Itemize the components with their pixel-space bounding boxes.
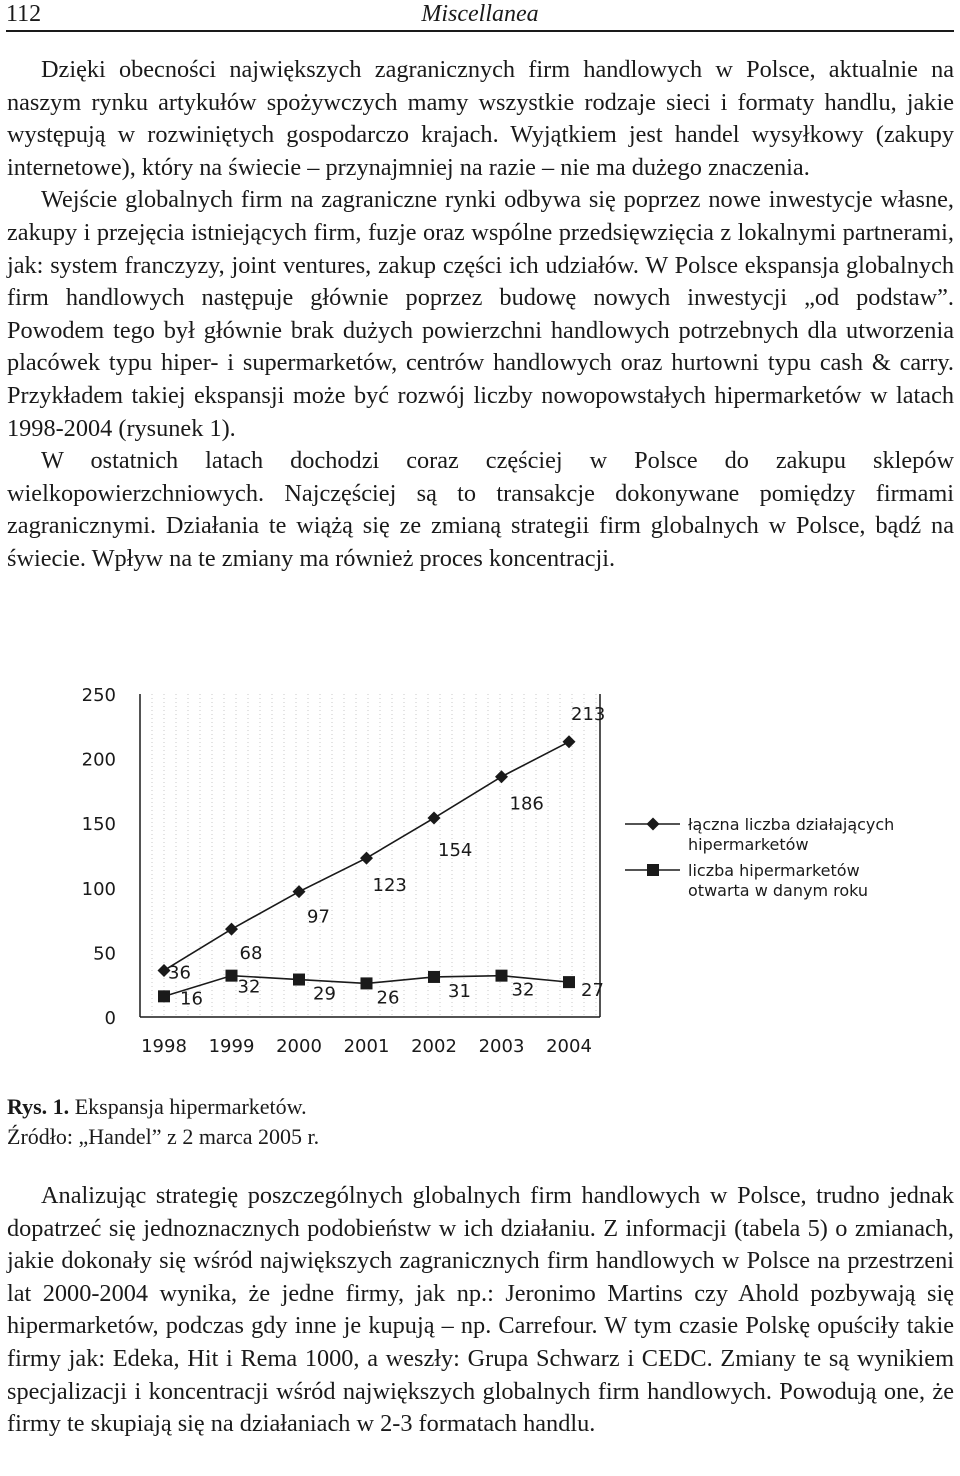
data-point-square [361, 977, 373, 989]
data-point-diamond [428, 812, 441, 825]
legend-label: otwarta w danym roku [688, 881, 869, 900]
data-point-square [158, 990, 170, 1002]
running-head: Miscellanea [421, 1, 539, 27]
x-tick-label: 1998 [141, 1036, 187, 1057]
legend-label: liczba hipermarketów [688, 861, 860, 880]
data-label: 123 [372, 875, 407, 897]
y-tick-label: 200 [81, 749, 116, 771]
data-point-diamond [495, 770, 508, 783]
figure-title: Ekspansja hipermarketów. [74, 1094, 307, 1119]
body-text-top [7, 54, 954, 576]
legend-marker-square [647, 864, 659, 876]
data-point-diamond [293, 885, 306, 898]
data-label: 27 [581, 980, 604, 1002]
data-point-diamond [360, 852, 373, 865]
y-tick-label: 50 [93, 943, 116, 965]
data-point-square [563, 976, 575, 988]
body-text-bottom [7, 1180, 954, 1441]
data-label: 29 [313, 983, 336, 1005]
data-label: 32 [237, 976, 261, 998]
data-label: 26 [376, 987, 400, 1009]
x-tick-label: 1999 [208, 1036, 255, 1057]
x-tick-labels [141, 1036, 592, 1057]
legend-label: łączna liczba działających [688, 815, 895, 834]
data-label: 213 [571, 703, 606, 725]
figure-source: Źródło: „Handel” z 2 marca 2005 r. [7, 1124, 320, 1149]
x-tick-label: 2004 [546, 1036, 592, 1057]
paragraph: W ostatnich latach dochodzi coraz częściej w Polsce do zakupu sklepów wielkopowierzchniowych. Najczęściej są to transakcje dokonywane pomiędzy firmami zagranicznymi. Działania te wiążą się ze zmianą strategii firm globalnych w Polsce, bądź na świecie. Wpływ na te zmiany ma również proces koncentracji. [7, 447, 954, 572]
legend-label: hipermarketów [688, 835, 809, 854]
paragraph: Analizując strategię poszczególnych globalnych firm handlowych w Polsce, trudno jednak dopatrzeć się jednoznacznych podobieństw w ich działaniu. Z informacji (tabela 5) o zmianach, jakie dokonały się wśród największych zagranicznych firm handlowych w Polsce na przestrzeni lat 2000-2004 wynika, że jedne firmy, jak np.: Jeronimo Martins czy Ahold pozbywają się hipermarketów, podczas gdy inne je kupują – np. Carrefour. W tym czasie Polskę opuściły takie firmy jak: Edeka, Hit i Rema 1000, a weszły: Grupa Schwarz i CEDC. Zmiany te są wynikiem specjalizacji i koncentracji wśród największych globalnych firm handlowych. Powodują one, że firmy te skupiają się na działaniach w 2-3 formatach handlu. [7, 1182, 954, 1438]
data-label: 16 [180, 988, 203, 1010]
x-tick-label: 2001 [343, 1036, 390, 1057]
data-point-diamond [225, 923, 238, 936]
y-tick-label: 0 [104, 1008, 116, 1029]
data-label: 32 [511, 979, 535, 1001]
x-tick-label: 2003 [478, 1036, 525, 1057]
series-layer [158, 704, 606, 1010]
figure-label: Rys. 1. [7, 1094, 70, 1119]
data-label: 186 [509, 793, 544, 815]
page-header [6, 0, 954, 32]
hypermarket-chart [60, 672, 920, 1072]
y-tick-labels [82, 685, 116, 1029]
data-label: 68 [239, 943, 263, 965]
legend-marker-diamond [647, 818, 660, 831]
data-point-square [226, 970, 238, 982]
chart-legend [625, 815, 894, 900]
chart-canvas [60, 672, 920, 1072]
data-label: 36 [168, 962, 191, 984]
y-tick-label: 250 [81, 685, 116, 706]
paragraph: Dzięki obecności największych zagranicznych firm handlowych w Polsce, aktualnie na naszym rynku artykułów spożywczych mamy wszystkie rodzaje sieci i formaty handlu, jakie występują w rozwiniętych gospodarczo krajach. Wyjątkiem jest handel wysyłkowy (zakupy internetowe), który na świecie – przynajmniej na razie – nie ma dużego znaczenia. [7, 56, 954, 181]
data-point-square [428, 971, 440, 983]
x-tick-label: 2002 [411, 1036, 457, 1057]
x-tick-label: 2000 [276, 1036, 322, 1057]
data-label: 97 [307, 906, 330, 928]
data-point-square [293, 974, 305, 986]
data-point-square [496, 970, 508, 982]
data-label: 31 [448, 980, 471, 1002]
data-label: 154 [438, 840, 473, 862]
grid-lines [152, 694, 596, 1017]
figure-caption [7, 1092, 319, 1152]
y-tick-label: 150 [81, 814, 116, 836]
paragraph: Wejście globalnych firm na zagraniczne rynki odbywa się poprzez nowe inwestycje własne, zakupy i przejęcia istniejących firm, fuzje oraz wspólne przedsięwzięcia z lokalnymi partnerami, jak: system franczyzy, joint ventures, zakup części ich udziałów. W Polsce ekspansja globalnych firm handlowych następuje głównie poprzez budowę nowych inwestycji „od podstaw”. Powodem tego był głównie brak dużych powierzchni handlowych potrzebnych dla utworzenia placówek typu hiper- i supermarketów, centrów handlowych oraz hurtowni typu cash & carry. Przykładem takiej ekspansji może być rozwój liczby nowopowstałych hipermarketów w latach 1998-2004 (rysunek 1). [7, 186, 954, 442]
data-point-diamond [563, 735, 576, 748]
page-number: 112 [6, 1, 42, 27]
y-tick-label: 100 [81, 878, 116, 900]
